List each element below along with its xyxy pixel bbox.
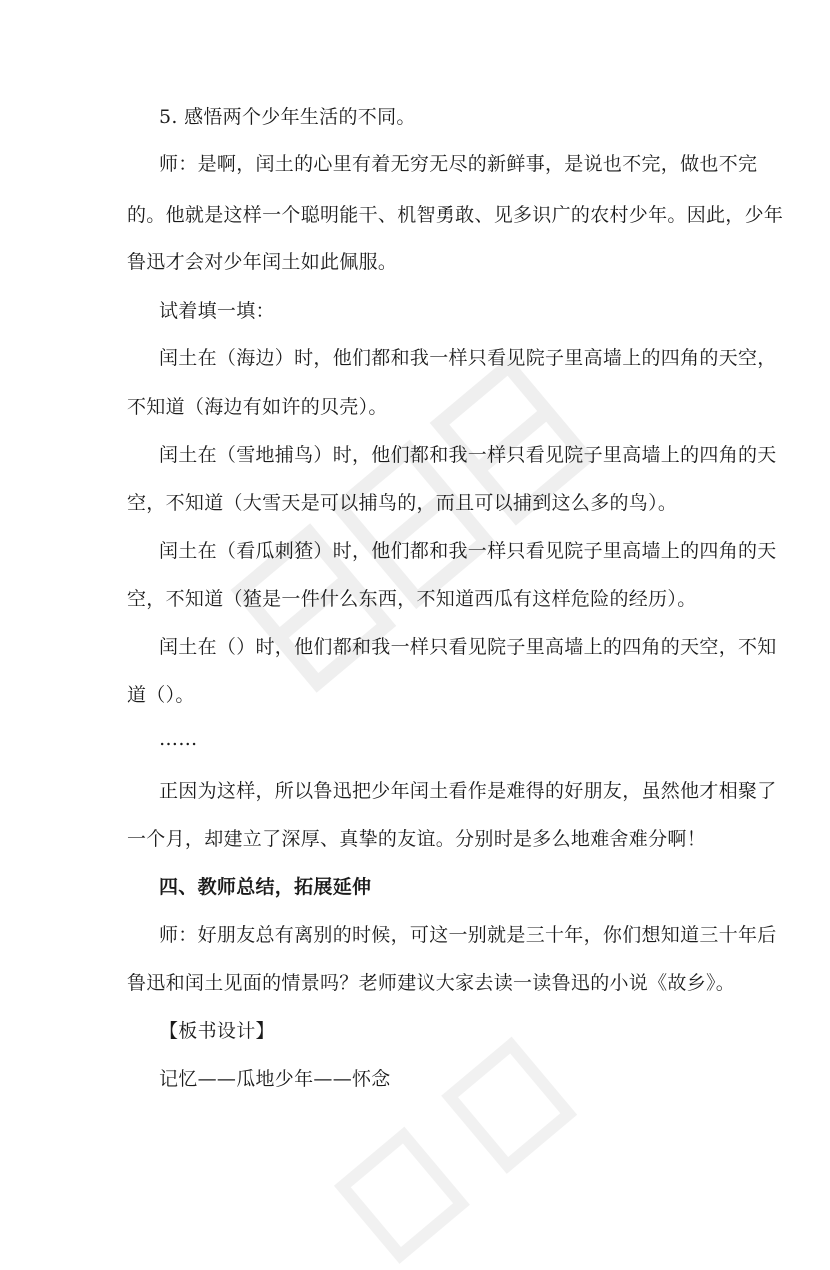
watermark — [207, 322, 633, 727]
paragraph-line: 空，不知道（猹是一件什么东西，不知道西瓜有这样危险的经历）。 — [127, 588, 697, 610]
paragraph-line: 闰土在（看瓜刺猹）时，他们都和我一样只看见院子里高墙上的四角的天 — [159, 540, 777, 562]
paragraph-line: 鲁迅和闰土见面的情景吗？老师建议大家去读一读鲁迅的小说《故乡》。 — [127, 972, 736, 994]
board-design-line: 记忆——瓜地少年——怀念 — [159, 1068, 391, 1090]
paragraph-line: 闰土在（海边）时，他们都和我一样只看见院子里高墙上的四角的天空， — [159, 347, 777, 369]
paragraph-line: 正因为这样，所以鲁迅把少年闰土看作是难得的好朋友，虽然他才相聚了 — [159, 780, 777, 802]
paragraph-line: 鲁迅才会对少年闰土如此佩服。 — [127, 251, 398, 273]
paragraph-line: 师：是啊，闰土的心里有着无穷无尽的新鲜事，是说也不完，做也不完 — [159, 153, 758, 175]
board-design-heading: 【板书设计】 — [159, 1020, 275, 1042]
section-heading-5: 5. 感悟两个少年生活的不同。 — [159, 106, 416, 128]
paragraph-line: 一个月，却建立了深厚、真挚的友谊。分别时是多么地难舍难分啊！ — [127, 828, 707, 850]
paragraph-line: 闰土在（雪地捕鸟）时，他们都和我一样只看见院子里高墙上的四角的天 — [159, 444, 777, 466]
paragraph-line: 道（）。 — [127, 684, 195, 706]
paragraph-line: 空，不知道（大雪天是可以捕鸟的，而且可以捕到这么多的鸟）。 — [127, 492, 678, 514]
paragraph-line: 师：好朋友总有离别的时候，可这一别就是三十年，你们想知道三十年后 — [159, 924, 777, 946]
paragraph-line: 不知道（海边有如许的贝壳）。 — [127, 396, 388, 418]
ellipsis-line: …… — [159, 728, 198, 750]
paragraph-line: 试着填一填： — [159, 300, 275, 322]
paragraph-line: 闰土在（）时，他们都和我一样只看见院子里高墙上的四角的天空，不知 — [159, 636, 777, 658]
paragraph-line: 的。他就是这样一个聪明能干、机智勇敢、见多识广的农村少年。因此，少年 — [127, 204, 784, 226]
section-heading-4: 四、教师总结，拓展延伸 — [159, 876, 372, 898]
watermark-fragment — [322, 1010, 598, 1269]
